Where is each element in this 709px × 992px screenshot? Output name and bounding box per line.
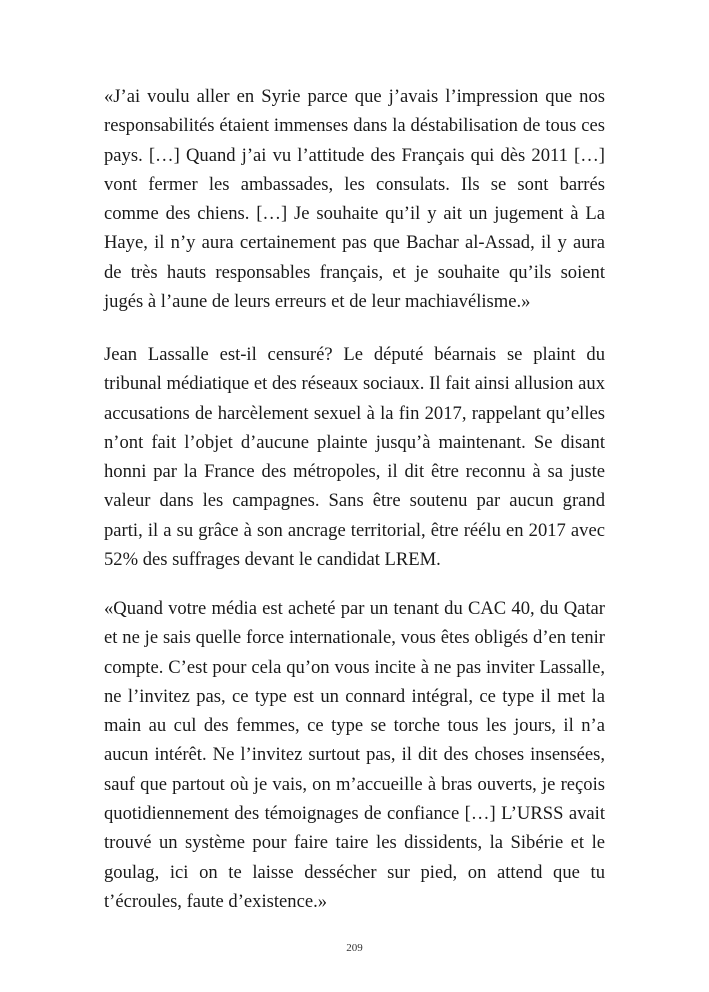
page-number: 209 xyxy=(346,942,363,954)
body-paragraph-lassalle: Jean Lassalle est-il censuré? Le député béarnais se plaint du tribunal médiatique et des réseaux sociaux. Il fait ainsi allusion aux accusations de harcèlement sexuel à la fin 2017, rappelant qu’elles n’ont fait l’objet d’aucune plainte jusqu’à maintenant. Se disant honni par la France des métropoles, il dit être reconnu à sa juste valeur dans les campagnes. Sans être soutenu par aucun grand parti, il a su grâce à son ancrage territorial, être réélu en 2017 avec 52% des suffrages devant le candidat LREM. xyxy=(104,344,605,571)
quote-paragraph-syria: «J’ai voulu aller en Syrie parce que j’avais l’impression que nos responsabilités étaient immenses dans la déstabilisation de tous ces pays. […] Quand j’ai vu l’attitude des Français qui dès 2011 […] vont fermer les ambassades, les consulats. Ils se sont barrés comme des chiens. […] Je souhaite qu’il y ait un jugement à La Haye, il n’y aura certainement pas que Bachar al-Assad, il y aura de très hauts responsables français, et je souhaite qu’ils soient jugés à l’aune de leurs erreurs et de leur machiavélisme.» xyxy=(104,86,605,313)
quote-paragraph-media: «Quand votre média est acheté par un tenant du CAC 40, du Qatar et ne je sais quelle force internationale, vous êtes obligés d’en tenir compte. C’est pour cela qu’on vous incite à ne pas inviter Lassalle, ne l’invitez pas, ce type est un connard intégral, ce type il met la main au cul des femmes, ce type se torche tous les jours, il n’a aucun intérêt. Ne l’invitez surtout pas, il dit des choses insensées, sauf que partout où je vais, on m’accueille à bras ouverts, je reçois quotidiennement des témoignages de confiance […] L’URSS avait trouvé un système pour faire taire les dissidents, la Sibérie et le goulag, ici on te laisse dessécher sur pied, on attend que tu t’écroules, faute d’existence.» xyxy=(104,598,605,912)
